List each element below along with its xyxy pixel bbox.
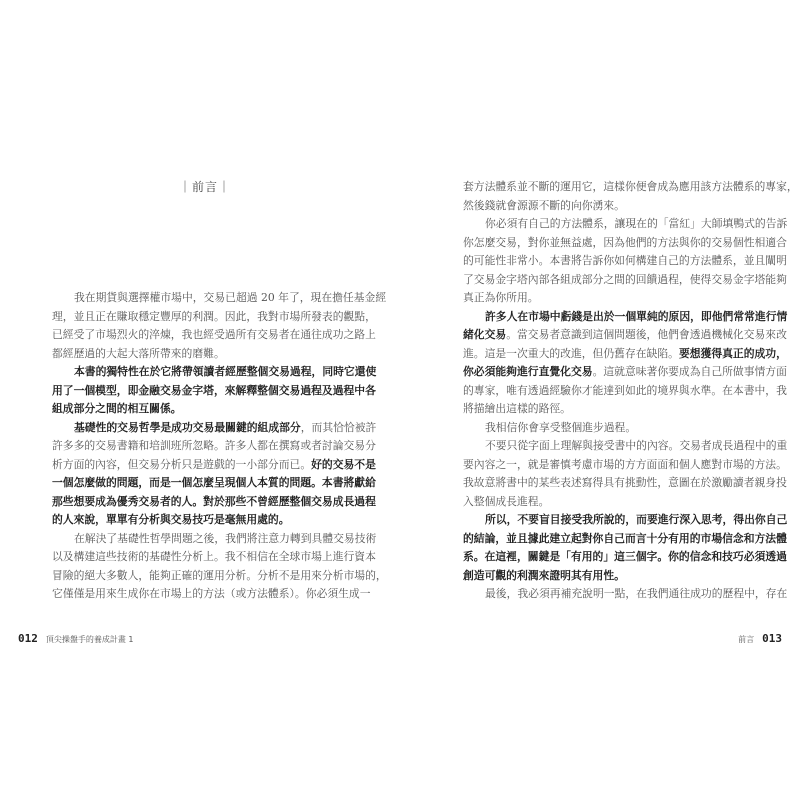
text: 許多多的交易書籍和培訓班所忽略。許多人都在撰寫或者討論交易分 <box>52 439 376 452</box>
chapter-title: ｜前言｜ <box>178 180 231 194</box>
bold-text: 好的交易不是 <box>311 457 376 471</box>
text-line <box>52 493 376 512</box>
text-line <box>463 197 755 216</box>
text-line <box>463 326 787 345</box>
text: 將描繪出這樣的路徑。 <box>463 402 571 415</box>
text-line <box>463 234 787 253</box>
text: 你必須有自己的方法體系，讓現在的「當紅」大師填鴨式的告訴 <box>485 217 788 230</box>
text-line <box>52 363 377 382</box>
bold-text: 用了一個模型，即金融交易金字塔，來解釋整個交易過程及過程中各 <box>52 383 376 397</box>
bold-text: 你必須能夠進行直覺化交易 <box>463 365 593 378</box>
bold-text: 那些想要成為優秀交易者的人。對於那些不曾經歷整個交易成長過程 <box>52 494 376 508</box>
text-line <box>52 567 387 586</box>
text-line <box>463 178 798 197</box>
text-line <box>52 530 377 549</box>
text: 的可能性非常小。本書將告訴你如何構建自己的方法體系，並且闡明 <box>463 254 787 267</box>
text-line <box>463 530 787 549</box>
text-line <box>52 289 387 308</box>
text-line <box>52 382 376 401</box>
text-line <box>52 511 344 530</box>
bold-text: 要想獲得真正的成功， <box>678 346 787 360</box>
text-line <box>463 511 788 530</box>
text: 要內容之一，就是審慎考慮市場的方方面面和個人應對市場的方法。 <box>463 457 787 471</box>
text: 你怎麼交易，對你並無益處，因為他們的方法與你的交易個性相適合 <box>463 235 787 249</box>
text: 然後錢就會源源不斷的向你湧來。 <box>463 198 625 212</box>
text-line <box>52 308 376 327</box>
text: 理，並且正在賺取穩定豐厚的利潤。因此，我對市場所發表的觀點， <box>52 309 376 323</box>
right-page <box>400 0 800 800</box>
text: ，而其恰恰被許 <box>300 420 377 434</box>
text: 入整個成長進程。 <box>463 494 550 508</box>
bold-text: 本書的獨特性在於它將帶領讀者經歷整個交易過程，同時它還使 <box>74 365 377 378</box>
text: 最後，我必須再補充說明一點，在我們通往成功的歷程中，存在 <box>485 587 788 600</box>
right-page-body <box>463 178 798 604</box>
left-footer <box>18 632 134 645</box>
text-line <box>463 271 787 290</box>
text: 析方面的內容，但交易分析只是遊戲的一小部分而已。 <box>52 457 312 471</box>
text-line <box>463 382 787 401</box>
bold-text: 所以，不要盲目接受我所說的，而要進行深入思考，得出你自己 <box>485 513 788 526</box>
text-line <box>463 308 788 327</box>
text-line <box>463 493 755 512</box>
text-line <box>463 548 787 567</box>
text: 它僅僅是用來生成你在市場上的方法（或方法體系）。你必須生成一 <box>52 587 371 600</box>
text-line <box>463 437 788 456</box>
text: 不要只從字面上理解與接受書中的內容。交易者成長過程中的重 <box>485 439 788 452</box>
text: 我相信你會享受整個進步過程。 <box>485 420 637 434</box>
text-line <box>463 252 787 271</box>
bold-text: 組成部分之間的相互關係。 <box>52 402 182 415</box>
running-head: 前言 <box>738 635 755 644</box>
text-line <box>52 345 344 364</box>
text-line <box>463 567 755 586</box>
text-line <box>52 437 376 456</box>
bold-text: 的人來說，單單有分析與交易技巧是毫無用處的。 <box>52 513 290 526</box>
text-line <box>52 326 376 345</box>
left-page-body <box>52 289 387 604</box>
text: 真正為你所用。 <box>463 291 539 304</box>
running-head: 頂尖操盤手的養成計畫 1 <box>45 635 134 644</box>
bold-text: 許多人在市場中虧錢是出於一個單純的原因，即他們常常進行情 <box>485 309 788 323</box>
bold-text: 的結論，並且據此建立起對你自己而言十分有用的市場信念和方法體 <box>463 531 787 545</box>
text: 冒險的絕大多數人，能夠正確的運用分析。分析不是用來分析市場的， <box>52 568 387 582</box>
text: 在解決了基礎性哲學問題之後，我們將注意力轉到具體交易技術 <box>74 531 377 545</box>
text-line <box>463 585 788 604</box>
text: 以及構建這些技術的基礎性分析上。我不相信在全球市場上進行資本 <box>52 550 376 563</box>
text-line <box>52 585 371 604</box>
text-line <box>463 400 755 419</box>
bold-text: 緒化交易 <box>463 328 507 341</box>
text-line <box>463 345 787 364</box>
text: 我在期貨與選擇權市場中，交易已超過 20 年了，現在擔任基金經 <box>74 291 387 304</box>
text: 。這就意味著你要成為自己所做事情方面 <box>592 365 787 378</box>
bold-text: 系。在這裡，關鍵是「有用的」這三個字。你的信念和技巧必須透過 <box>463 550 787 563</box>
bold-text: 創造可觀的利潤來證明其有用性。 <box>463 568 625 582</box>
text: 我故意將書中的某些表述寫得具有挑動性，意圖在於激勵讀者親身投 <box>463 476 787 489</box>
text: 已經受了市場烈火的淬煉，我也經受過所有交易者在通往成功之路上 <box>52 328 376 341</box>
text-line <box>463 363 787 382</box>
text: 都經歷過的大起大落所帶來的磨難。 <box>52 346 225 360</box>
text-line <box>52 400 344 419</box>
page-number: 012 <box>18 632 38 645</box>
bold-text: 基礎性的交易哲學是成功交易最關鍵的組成部分 <box>74 420 301 434</box>
text-line <box>463 419 755 438</box>
text-line <box>463 215 788 234</box>
right-footer <box>738 632 782 645</box>
text: 進。這是一次重大的改進，但仍舊存在缺陷。 <box>463 346 679 360</box>
text-line <box>52 419 377 438</box>
text: 。當交易者意識到這個問題後，他們會透過機械化交易來改 <box>506 328 787 341</box>
text-line <box>52 548 376 567</box>
text: 的專家，唯有透過經驗你才能達到如此的境界與水準。在本書中，我 <box>463 383 787 397</box>
text-line <box>52 456 376 475</box>
text: 套方法體系並不斷的運用它，這樣你便會成為應用該方法體系的專家， <box>463 180 798 193</box>
text-line <box>463 289 755 308</box>
text: 了交易金字塔內部各組成部分之間的回饋過程，使得交易金字塔能夠 <box>463 272 787 286</box>
text-line <box>52 474 376 493</box>
bold-text: 一個怎麼做的問題，而是一個怎麼呈現個人本質的問題。本書將獻給 <box>52 476 376 489</box>
text-line <box>463 456 787 475</box>
text-line <box>463 474 787 493</box>
page-number: 013 <box>762 632 782 645</box>
